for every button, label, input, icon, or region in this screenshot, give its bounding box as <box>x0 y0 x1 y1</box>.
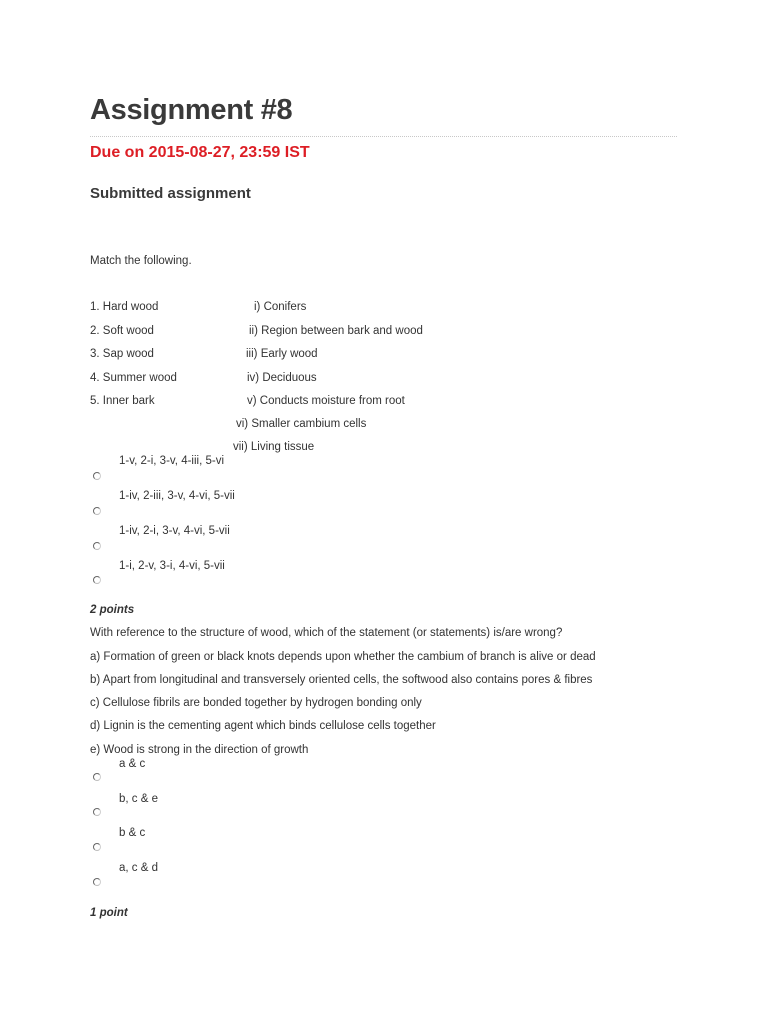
match-right-item: iv) Deciduous <box>247 372 317 384</box>
radio-button[interactable] <box>93 472 101 480</box>
question-prompt: Match the following. <box>90 255 192 267</box>
radio-button[interactable] <box>93 878 101 886</box>
section-subtitle: Submitted assignment <box>90 185 251 202</box>
option-label[interactable]: 1-iv, 2-i, 3-v, 4-vi, 5-vii <box>119 525 230 537</box>
match-right-item: iii) Early wood <box>246 348 318 360</box>
option-label[interactable]: 1-v, 2-i, 3-v, 4-iii, 5-vi <box>119 455 225 467</box>
match-right-item: ii) Region between bark and wood <box>249 325 423 337</box>
match-right-item: vi) Smaller cambium cells <box>236 418 367 430</box>
points-label: 1 point <box>90 907 128 919</box>
option-label[interactable]: b & c <box>119 827 146 839</box>
question-prompt: With reference to the structure of wood, which of the statement (or statements) is/are wrong? <box>90 627 563 639</box>
radio-button[interactable] <box>93 808 101 816</box>
statement: d) Lignin is the cementing agent which binds cellulose cells together <box>90 720 436 732</box>
radio-button[interactable] <box>93 576 101 584</box>
match-right-item: i) Conifers <box>254 301 307 313</box>
statement: e) Wood is strong in the direction of growth <box>90 744 309 756</box>
match-left-item: 2. Soft wood <box>90 325 154 337</box>
match-left-item: 3. Sap wood <box>90 348 154 360</box>
radio-button[interactable] <box>93 773 101 781</box>
title-divider <box>90 136 677 137</box>
radio-button[interactable] <box>93 542 101 550</box>
match-left-item: 4. Summer wood <box>90 372 177 384</box>
statement: c) Cellulose fibrils are bonded together by hydrogen bonding only <box>90 697 422 709</box>
match-right-item: vii) Living tissue <box>233 441 315 453</box>
match-right-item: v) Conducts moisture from root <box>247 395 405 407</box>
option-label[interactable]: a & c <box>119 758 146 770</box>
radio-button[interactable] <box>93 843 101 851</box>
due-date: Due on 2015-08-27, 23:59 IST <box>90 144 310 161</box>
match-left-item: 5. Inner bark <box>90 395 155 407</box>
option-label[interactable]: 1-iv, 2-iii, 3-v, 4-vi, 5-vii <box>119 490 235 502</box>
option-label[interactable]: b, c & e <box>119 793 158 805</box>
page-title: Assignment #8 <box>90 94 293 126</box>
option-label[interactable]: a, c & d <box>119 862 158 874</box>
match-left-item: 1. Hard wood <box>90 301 159 313</box>
option-label[interactable]: 1-i, 2-v, 3-i, 4-vi, 5-vii <box>119 560 225 572</box>
statement: a) Formation of green or black knots depends upon whether the cambium of branch is alive or dead <box>90 651 596 663</box>
statement: b) Apart from longitudinal and transversely oriented cells, the softwood also contains pores & fibres <box>90 674 593 686</box>
radio-button[interactable] <box>93 507 101 515</box>
points-label: 2 points <box>90 604 135 616</box>
